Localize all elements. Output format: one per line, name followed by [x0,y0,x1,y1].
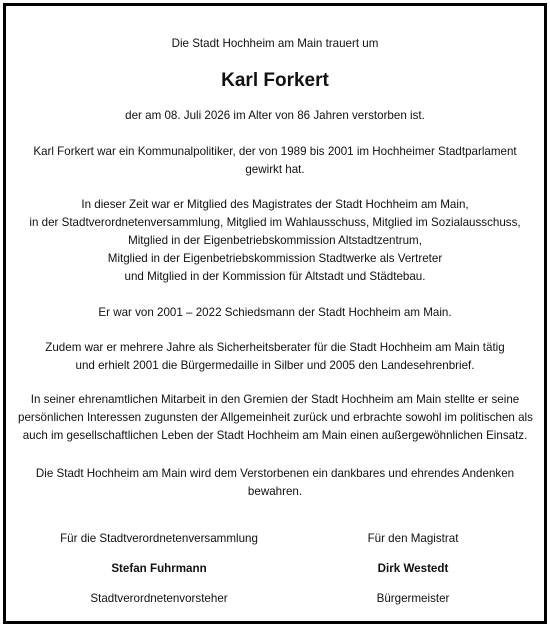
signature-for-label: Für die Stadtverordnetenversammlung [60,532,258,545]
obituary-notice [3,3,547,624]
deceased-name: Karl Forkert [221,70,329,91]
death-line: der am 08. Juli 2026 im Alter von 86 Jahren verstorben ist. [125,109,425,122]
paragraph-honors: Zudem war er mehrere Jahre als Sicherheitsberater für die Stadt Hochheim am Main tätig und erhielt 2001 die Bürgermedaille in Silber und 2005 den Landesehrenbrief. [45,341,505,372]
signatory-title: Bürgermeister [376,592,450,605]
signature-for-label: Für den Magistrat [367,532,459,545]
paragraph-volunteer: In seiner ehrenamtlichen Mitarbeit in den Gremien der Stadt Hochheim am Main stellte er seine persönlichen Interessen zugunsten der Allgemeinheit zurück und erbrachte sowohl im politischen als auch im gesellschaftlichen Leben der Stadt Hochheim am Main einen außergewöhnlichen Einsatz. [18,393,533,442]
paragraph-schiedsmann: Er war von 2001 – 2022 Schiedsmann der Stadt Hochheim am Main. [98,306,452,319]
signatory-title: Stadtverordnetenvorsteher [90,592,228,605]
paragraph-memberships: In dieser Zeit war er Mitglied des Magistrates der Stadt Hochheim am Main, in der Stadtverordnetenversammlung, Mitglied im Wahlausschuss, Mitglied im Sozialausschuss, Mitglied in der Eigenbetriebskommission Altstadtzentrum, Mitglied in der Eigenbetriebskommission Stadtwerke als Vertreter und Mitglied in der Kommission für Altstadt und Städtebau. [29,198,521,283]
paragraph-career: Karl Forkert war ein Kommunalpolitiker, der von 1989 bis 2001 im Hochheimer Stadtparlament gewirkt hat. [33,145,517,176]
paragraph-closing: Die Stadt Hochheim am Main wird dem Verstorbenen ein dankbares und ehrendes Andenken bewahren. [35,467,515,498]
signatory-name: Stefan Fuhrmann [111,562,207,575]
signature-block-left [34,530,284,608]
signature-block-right [288,530,538,608]
signatory-name: Dirk Westedt [377,562,449,575]
intro-line: Die Stadt Hochheim am Main trauert um [171,37,379,50]
